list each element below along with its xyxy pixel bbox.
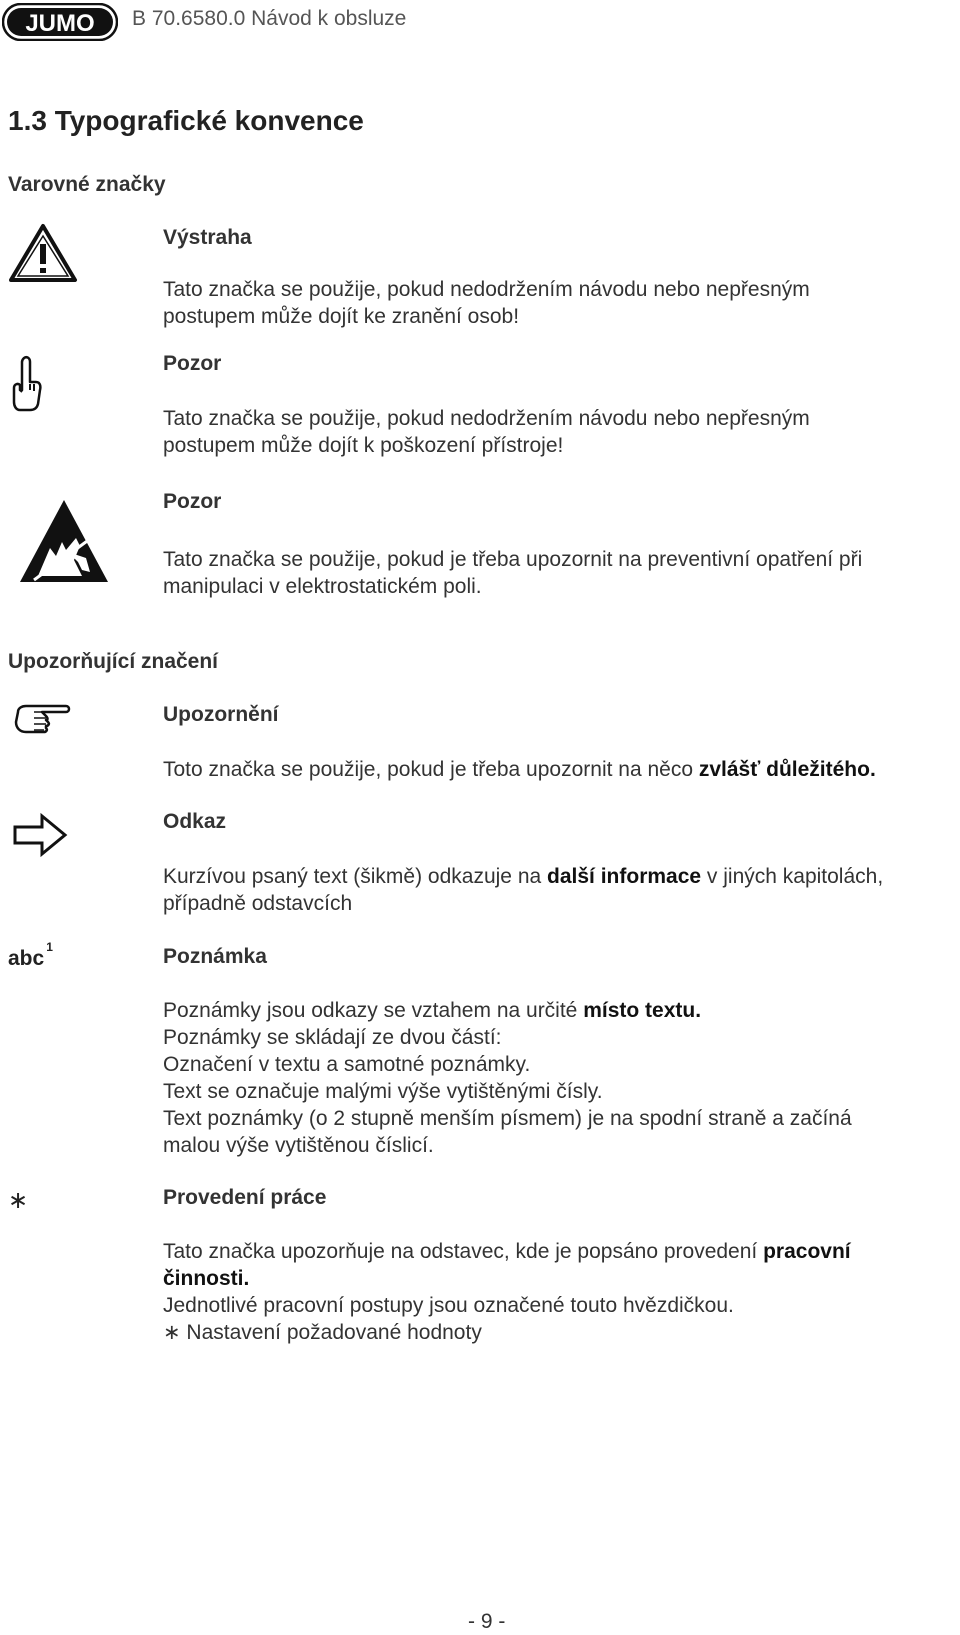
jumo-logo (2, 3, 118, 41)
esd-icon (16, 498, 112, 586)
notice-heading: Upozorňující značení (8, 650, 219, 673)
action-text: Tato značka upozorňuje na odstavec, kde je popsáno provedení pracovní činnosti. Jednotlivé pracovní postupy jsou označené touto hvězdičkou. ∗ Nastavení požadované hodnoty (163, 1240, 851, 1344)
section-title: 1.3 Typografické konvence (8, 105, 364, 136)
warning-title-1: Výstraha (163, 226, 252, 249)
footnote-text: Poznámky jsou odkazy se vztahem na určité místo textu. Poznámky se skládají ze dvou částí: Označení v textu a samotné poznámky. Text se označuje malými výše vytištěnými čísly. Text poznámky (o 2 stupně menším písmem) je na spodní straně a začíná malou výše vytištěnou číslicí. (163, 999, 852, 1157)
warning-triangle-icon (8, 222, 78, 284)
note-title: Upozornění (163, 703, 279, 726)
reference-title: Odkaz (163, 810, 227, 833)
note-text: Toto značka se použije, pokud je třeba upozornit na něco zvlášť důležitého. (163, 758, 876, 781)
warning-text-1: Tato značka se použije, pokud nedodržením návodu nebo nepřesným postupem může dojít ke zranění osob! (163, 278, 810, 328)
raised-finger-icon (10, 354, 44, 412)
warning-title-2: Pozor (163, 352, 222, 375)
document-reference: B 70.6580.0 Návod k obsluze (132, 7, 407, 30)
logo-text: JUMO (25, 10, 95, 37)
page-number: - 9 - (468, 1610, 506, 1633)
warning-text-3: Tato značka se použije, pokud je třeba upozornit na preventivní opatření při manipulaci v elektrostatickém poli. (163, 548, 863, 598)
reference-text: Kurzívou psaný text (šikmě) odkazuje na další informace v jiných kapitolách, případně odstavcích (163, 865, 884, 915)
pointing-hand-icon (12, 702, 72, 738)
action-title: Provedení práce (163, 1186, 327, 1209)
arrow-right-icon (12, 812, 68, 858)
footnote-title: Poznámka (163, 945, 267, 968)
warning-title-3: Pozor (163, 490, 222, 513)
footnote-symbol: abc $^1$ (8, 940, 53, 970)
warning-text-2: Tato značka se použije, pokud nedodržením návodu nebo nepřesným postupem může dojít k poškození přístroje! (163, 407, 810, 457)
asterisk-icon: ∗ (8, 1187, 29, 1214)
warning-heading: Varovné značky (8, 173, 166, 196)
